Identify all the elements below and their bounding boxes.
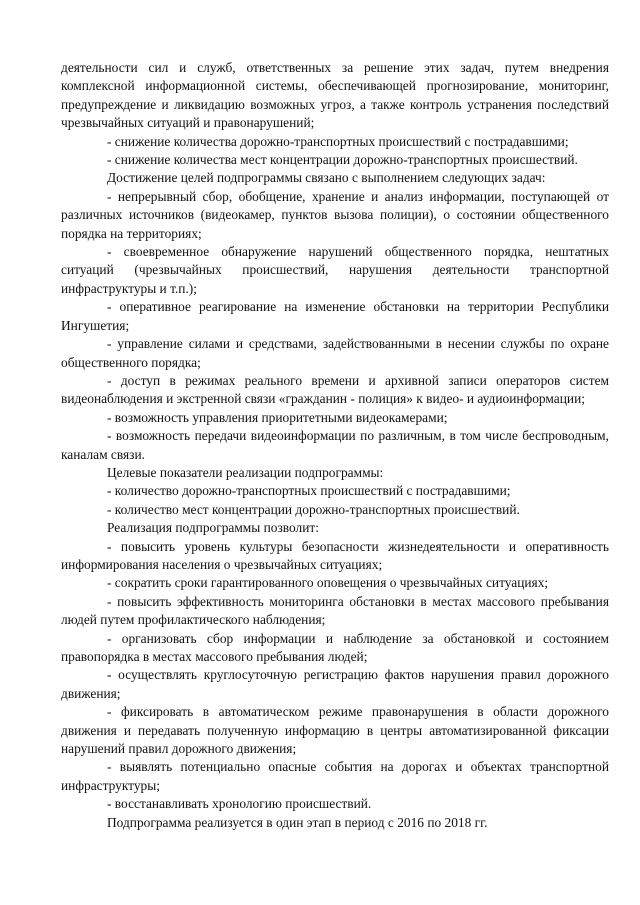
list-item: - выявлять потенциально опасные события на дорогах и объектах транспортной инфраструктуры; [61, 759, 609, 793]
paragraph: Подпрограмма реализуется в один этап в период с 2016 по 2018 гг. [107, 814, 488, 830]
list-item: - сократить сроки гарантированного оповещения о чрезвычайных ситуациях; [107, 575, 549, 591]
paragraph: Целевые показатели реализации подпрограммы: [107, 464, 384, 480]
list-item: - доступ в режимах реального времени и архивной записи операторов систем видеонаблюдения и экстренной связи «гражданин - полиция» к видео- и аудиоинформации; [61, 372, 609, 407]
list-item: - восстанавливать хронологию происшествий. [107, 796, 372, 812]
list-item: - управление силами и средствами, задействованными в несении службы по охране общественного порядка; [61, 336, 609, 370]
list-item: - снижение количества дорожно-транспортных происшествий с пострадавшими; [107, 133, 569, 149]
list-item: - оперативное реагирование на изменение обстановки на территории Республики Ингушетия; [61, 299, 609, 333]
list-item: - организовать сбор информации и наблюдение за обстановкой и состоянием правопорядка в местах массового пребывания людей; [61, 630, 609, 664]
list-item: - фиксировать в автоматическом режиме правонарушения в области дорожного движения и передавать полученную информацию в центры автоматизированной фиксации нарушений правил дорожного движения; [61, 704, 609, 757]
list-item: - повысить эффективность мониторинга обстановки в местах массового пребывания людей путем профилактического наблюдения; [61, 593, 609, 628]
paragraph: Реализация подпрограммы позволит: [107, 520, 319, 536]
list-item: - снижение количества мест концентрации дорожно-транспортных происшествий. [107, 152, 578, 168]
paragraph: деятельности сил и служб, ответственных за решение этих задач, путем внедрения комплексной информационной системы, обеспечивающей прогнозирование, мониторинг, предупреждение и ликвидацию возможных угроз, а также контроль устранения последствий чрезвычайных ситуаций и правонарушений; [61, 60, 609, 131]
list-item: - осуществлять круглосуточную регистрацию фактов нарушения правил дорожного движения; [61, 667, 609, 701]
list-item: - количество мест концентрации дорожно-транспортных происшествий. [107, 501, 520, 517]
list-item: - возможность передачи видеоинформации по различным, в том числе беспроводным, каналам связи. [61, 428, 609, 462]
paragraph: Достижение целей подпрограммы связано с выполнением следующих задач: [107, 170, 546, 186]
list-item: - повысить уровень культуры безопасности жизнедеятельности и оперативность информирования населения о чрезвычайных ситуациях; [61, 538, 609, 572]
list-item: - количество дорожно-транспортных происшествий с пострадавшими; [107, 483, 511, 499]
document-page [61, 59, 609, 832]
list-item: - непрерывный сбор, обобщение, хранение и анализ информации, поступающей от различных источников (видеокамер, пунктов вызова полиции), о состоянии общественного порядка на территориях; [61, 188, 609, 241]
list-item: - своевременное обнаружение нарушений общественного порядка, нештатных ситуаций (чрезвычайных происшествий, нарушения деятельности транспортной инфраструктуры и т.п.); [61, 244, 609, 296]
list-item: - возможность управления приоритетными видеокамерами; [107, 409, 448, 425]
